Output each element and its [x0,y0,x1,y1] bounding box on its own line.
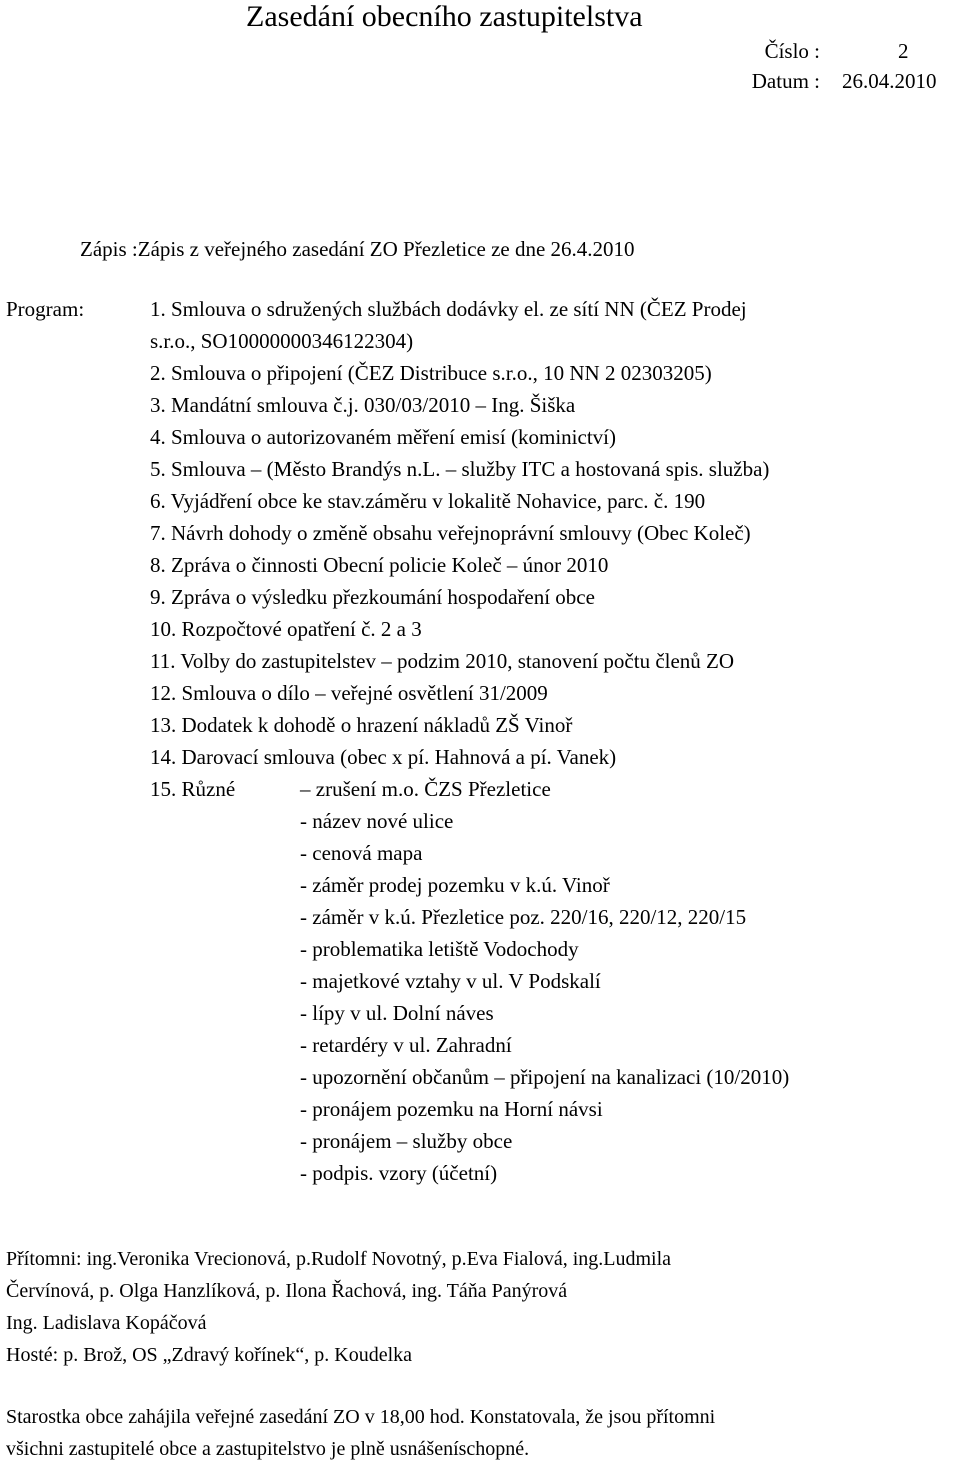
page-title: Zasedání obecního zastupitelstva [246,0,643,33]
datum-value: 26.04.2010 [842,69,937,93]
program-item: 5. Smlouva – (Město Brandýs n.L. – služby ITC a hostovaná spis. služba) [150,457,770,481]
ruzne-item: - podpis. vzory (účetní) [300,1161,498,1185]
program-item: 15. Různé [150,777,236,801]
zapis-label: Zápis : [80,237,138,261]
ruzne-item: - problematika letiště Vodochody [300,937,579,961]
program-item: 2. Smlouva o připojení (ČEZ Distribuce s.r.o., 10 NN 2 02303205) [150,361,712,385]
attendance-line: Přítomni: ing.Veronika Vrecionová, p.Rudolf Novotný, p.Eva Fialová, ing.Ludmila [6,1248,672,1270]
program-item: 1. Smlouva o sdružených službách dodávky el. ze sítí NN (ČEZ Prodej [150,297,747,321]
program-item: 14. Darovací smlouva (obec x pí. Hahnová a pí. Vanek) [150,745,617,769]
program-item: 4. Smlouva o autorizovaném měření emisí (kominictví) [150,425,616,449]
ruzne-item: - záměr v k.ú. Přezletice poz. 220/16, 220/12, 220/15 [300,905,747,929]
ruzne-item: - cenová mapa [300,841,423,865]
program-item: 8. Zpráva o činnosti Obecní policie Koleč – únor 2010 [150,553,609,577]
program-label: Program: [6,297,85,321]
ruzne-item: - upozornění občanům – připojení na kanalizaci (10/2010) [300,1065,790,1089]
program-item: 10. Rozpočtové opatření č. 2 a 3 [150,617,422,641]
program-item: 11. Volby do zastupitelstev – podzim 2010, stanovení počtu členů ZO [150,649,735,673]
program-item: 7. Návrh dohody o změně obsahu veřejnoprávní smlouvy (Obec Koleč) [150,521,751,545]
ruzne-item: - majetkové vztahy v ul. V Podskalí [300,969,601,993]
program-item: 6. Vyjádření obce ke stav.záměru v lokalitě Nohavice, parc. č. 190 [150,489,706,513]
ruzne-item: - název nové ulice [300,809,454,833]
ruzne-item: – zrušení m.o. ČZS Přezletice [300,777,551,801]
program-item-cont: s.r.o., SO10000000346122304) [150,329,414,353]
ruzne-item: - pronájem – služby obce [300,1129,513,1153]
cislo-label: Číslo : [764,39,820,63]
ruzne-item: - lípy v ul. Dolní náves [300,1001,494,1025]
program-item: 3. Mandátní smlouva č.j. 030/03/2010 – Ing. Šiška [150,393,576,417]
opening-line: Starostka obce zahájila veřejné zasedání ZO v 18,00 hod. Konstatovala, že jsou přítomni [6,1406,716,1428]
zapis-text: Zápis z veřejného zasedání ZO Přezletice ze dne 26.4.2010 [137,237,635,261]
program-item: 12. Smlouva o dílo – veřejné osvětlení 31/2009 [150,681,548,705]
attendance-line: Ing. Ladislava Kopáčová [6,1312,207,1334]
program-item: 13. Dodatek k dohodě o hrazení nákladů ZŠ Vinoř [150,713,573,737]
ruzne-item: - pronájem pozemku na Horní návsi [300,1097,603,1121]
datum-label: Datum : [751,69,820,93]
guests-line: Hosté: p. Brož, OS „Zdravý kořínek“, p. Koudelka [6,1344,413,1366]
attendance-line: Červínová, p. Olga Hanzlíková, p. Ilona Řachová, ing. Táňa Panýrová [6,1280,568,1302]
ruzne-item: - retardéry v ul. Zahradní [300,1033,512,1057]
opening-line: všichni zastupitelé obce a zastupitelstvo je plně usnášeníschopné. [6,1438,530,1460]
program-item: 9. Zpráva o výsledku přezkoumání hospodaření obce [150,585,595,609]
zapis-line [80,236,635,262]
ruzne-item: - záměr prodej pozemku v k.ú. Vinoř [300,873,610,897]
cislo-value: 2 [898,39,909,63]
